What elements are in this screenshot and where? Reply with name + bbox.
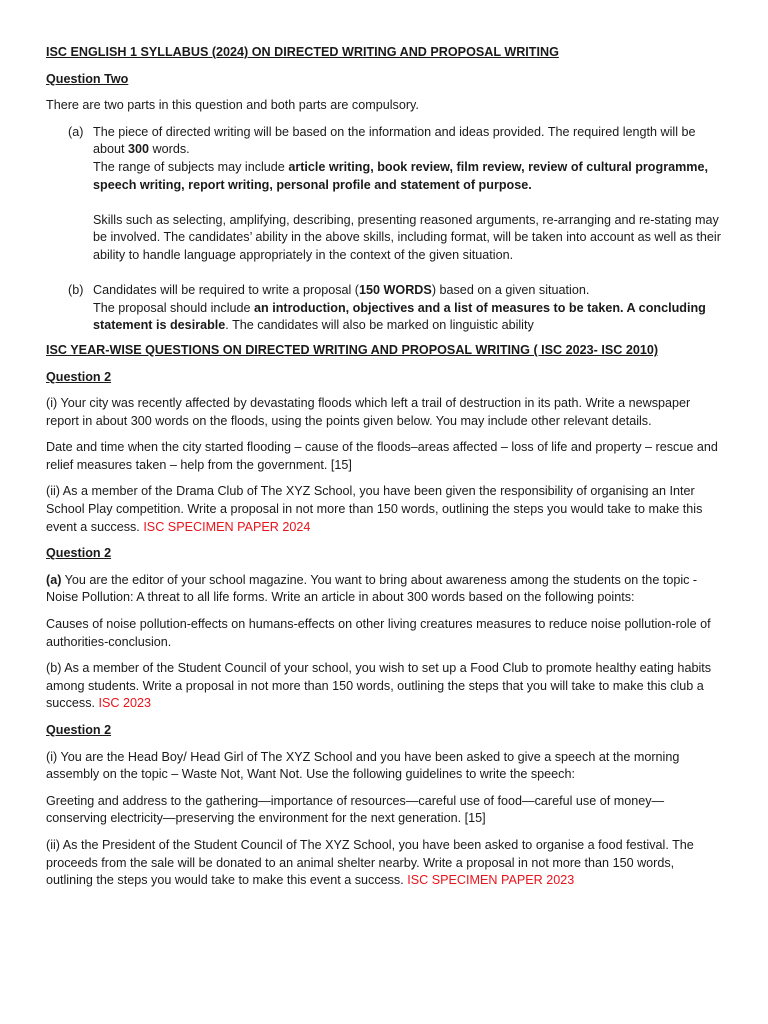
q3-part-i: (i) You are the Head Boy/ Head Girl of The XYZ School and you have been asked to give a speech at the morning assembly on the topic – Waste Not, Want Not. Use the following guidelines to write the speech: <box>46 749 680 782</box>
part-a-subjects: The range of subjects may include article writing, book review, film review, review of cultural programme, speech writing, report writing, personal profile and statement of purpose. <box>93 159 708 192</box>
q2-part-a: (a) You are the editor of your school magazine. You want to bring about awareness among the students on the topic - Noise Pollution: A threat to all life forms. Write an article in about 300 words based on the following points: <box>46 572 698 605</box>
part-b-structure: The proposal should include an introduction, objectives and a list of measures to be taken. A concluding statement is desirable. The candidates will also be marked on linguistic ability <box>93 300 706 333</box>
source-tag: ISC 2023 <box>98 696 152 711</box>
document-page <box>46 44 722 890</box>
section-intro: There are two parts in this question and both parts are compulsory. <box>46 98 419 113</box>
list-item-b <box>46 282 722 335</box>
list-marker-a: (a) <box>68 124 84 139</box>
year-wise-title: ISC YEAR-WISE QUESTIONS ON DIRECTED WRITING AND PROPOSAL WRITING ( ISC 2023- ISC 2010) <box>46 342 659 357</box>
part-b-requirement: Candidates will be required to write a proposal (150 WORDS) based on a given situation. <box>93 283 590 298</box>
question-heading-3: Question 2 <box>46 723 112 737</box>
part-a-skills: Skills such as selecting, amplifying, describing, presenting reasoned arguments, re-arranging and re-stating may be involved. The candidates’ ability in the above skills, including format, will be taken into account as well as their ability to handle language appropriately in the context of the given situation. <box>93 212 721 262</box>
q2-points: Causes of noise pollution-effects on humans-effects on other living creatures measures to reduce noise pollution-role of authorities-conclusion. <box>46 617 711 649</box>
q1-part-ii: (ii) As a member of the Drama Club of The XYZ School, you have been given the responsibility of organising an Inter School Play competition. Write a proposal in not more than 150 words, outlining the steps you would take to make this event a success. ISC SPECIMEN PAPER 2024 <box>46 484 703 534</box>
q2-part-b: (b) As a member of the Student Council of your school, you wish to set up a Food Club to promote healthy eating habits among students. Write a proposal in not more than 150 words, outlining the steps that you will take to make this club a success. ISC 2023 <box>46 661 712 711</box>
q3-part-ii: (ii) As the President of the Student Council of The XYZ School, you have been asked to organise a food festival. The proceeds from the sale will be donated to an animal shelter nearby. Write a proposal in not more than 150 words, outlining the steps you would take to make this event a success. ISC SPECIMEN PAPER 2023 <box>46 837 694 888</box>
source-tag: ISC SPECIMEN PAPER 2024 <box>143 519 311 534</box>
part-a-length: The piece of directed writing will be based on the information and ideas provided. The required length will be about 300 words. <box>93 124 696 157</box>
q1-points: Date and time when the city started flooding – cause of the floods–areas affected – loss of life and property – rescue and relief measures taken – help from the government. [15] <box>46 440 718 472</box>
source-tag: ISC SPECIMEN PAPER 2023 <box>407 873 575 888</box>
list-item-a <box>46 124 722 265</box>
q3-points: Greeting and address to the gathering—importance of resources—careful use of food—careful use of money—conserving electricity—preserving the environment for the next generation. [15] <box>46 793 665 826</box>
document-title: ISC ENGLISH 1 SYLLABUS (2024) ON DIRECTED WRITING AND PROPOSAL WRITING <box>46 45 559 59</box>
question-heading-1: Question 2 <box>46 369 112 384</box>
list-marker-b: (b) <box>68 283 84 298</box>
question-heading-2: Question 2 <box>46 546 112 561</box>
q1-part-i: (i) Your city was recently affected by devastating floods which left a trail of destruction in its path. Write a newspaper report in about 300 words on the floods, using the points given below. You may include other relevant details. <box>46 396 691 428</box>
section-heading-question-two: Question Two <box>46 71 129 86</box>
